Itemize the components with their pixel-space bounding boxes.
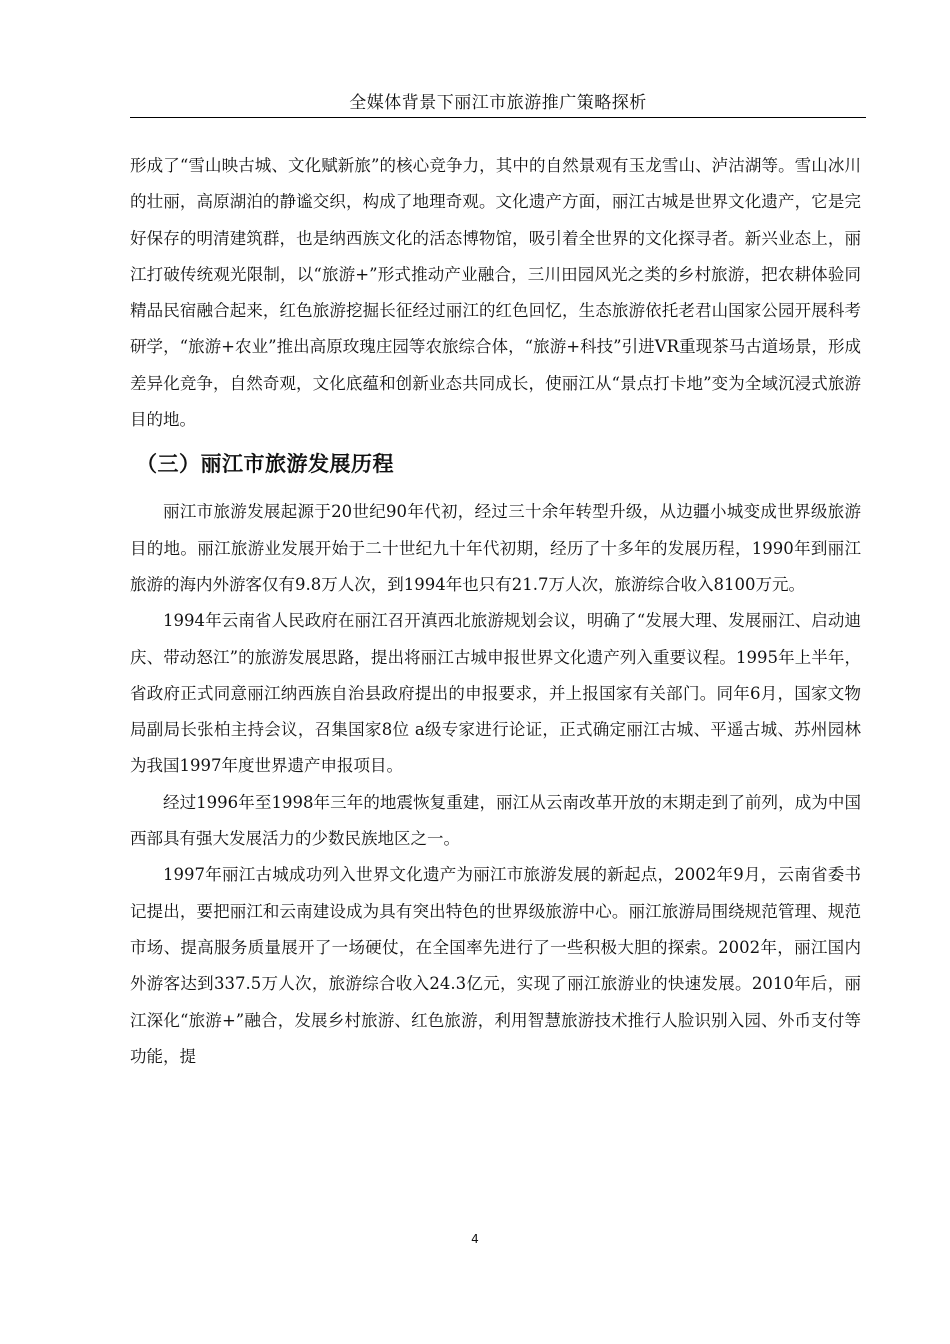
body-paragraph-3: 1994年云南省人民政府在丽江召开滇西北旅游规划会议，明确了“发展大理、发展丽江、启动迪庆、带动怒江”的旅游发展思路，提出将丽江古城申报世界文化遗产列入重要议程。1995年上半年，省政府正式同意丽江纳西族自治县政府提出的申报要求，并上报国家有关部门。同年6月，国家文物局副局长张柏主持会议，召集国家8位 a级专家进行论证，正式确定丽江古城、平遥古城、苏州园林为我国1997年度世界遗产申报项目。 [130,611,861,776]
page-body [130,148,861,1075]
body-paragraph-5: 1997年丽江古城成功列入世界文化遗产为丽江市旅游发展的新起点，2002年9月，云南省委书记提出，要把丽江和云南建设成为具有突出特色的世界级旅游中心。丽江旅游局围绕规范管理、规范市场、提高服务质量展开了一场硬仗，在全国率先进行了一些积极大胆的探索。2002年，丽江国内外游客达到337.5万人次，旅游综合收入24.3亿元，实现了丽江旅游业的快速发展。2010年后，丽江深化“旅游+”融合，发展乡村旅游、红色旅游，利用智慧旅游技术推行人脸识别入园、外币支付等功能，提 [130,865,861,1066]
body-paragraph-2: 丽江市旅游发展起源于20世纪90年代初，经过三十余年转型升级，从边疆小城变成世界级旅游目的地。丽江旅游业发展开始于二十世纪九十年代初期，经历了十多年的发展历程，1990年到丽江旅游的海内外游客仅有9.8万人次，到1994年也只有21.7万人次，旅游综合收入8100万元。 [130,502,861,594]
header-divider [130,117,866,118]
running-header: 全媒体背景下丽江市旅游推广策略探析 [349,93,647,113]
section-heading: （三）丽江市旅游发展历程 [136,452,394,477]
body-paragraph-4: 经过1996年至1998年三年的地震恢复重建，丽江从云南改革开放的末期走到了前列，成为中国西部具有强大发展活力的少数民族地区之一。 [130,792,861,849]
body-paragraph-1: 形成了“雪山映古城、文化赋新旅”的核心竞争力，其中的自然景观有玉龙雪山、泸沽湖等。雪山冰川的壮丽，高原湖泊的静谧交织，构成了地理奇观。文化遗产方面，丽江古城是世界文化遗产，它是完好保存的明清建筑群，也是纳西族文化的活态博物馆，吸引着全世界的文化探寻者。新兴业态上，丽江打破传统观光限制，以“旅游+”形式推动产业融合，三川田园风光之类的乡村旅游，把农耕体验同精品民宿融合起来，红色旅游挖掘长征经过丽江的红色回忆，生态旅游依托老君山国家公园开展科考研学，“旅游+农业”推出高原玫瑰庄园等农旅综合体，“旅游+科技”引进VR重现茶马古道场景，形成差异化竞争，自然奇观，文化底蕴和创新业态共同成长，使丽江从“景点打卡地”变为全域沉浸式旅游目的地。 [130,156,861,430]
page-number: 4 [471,1232,479,1246]
